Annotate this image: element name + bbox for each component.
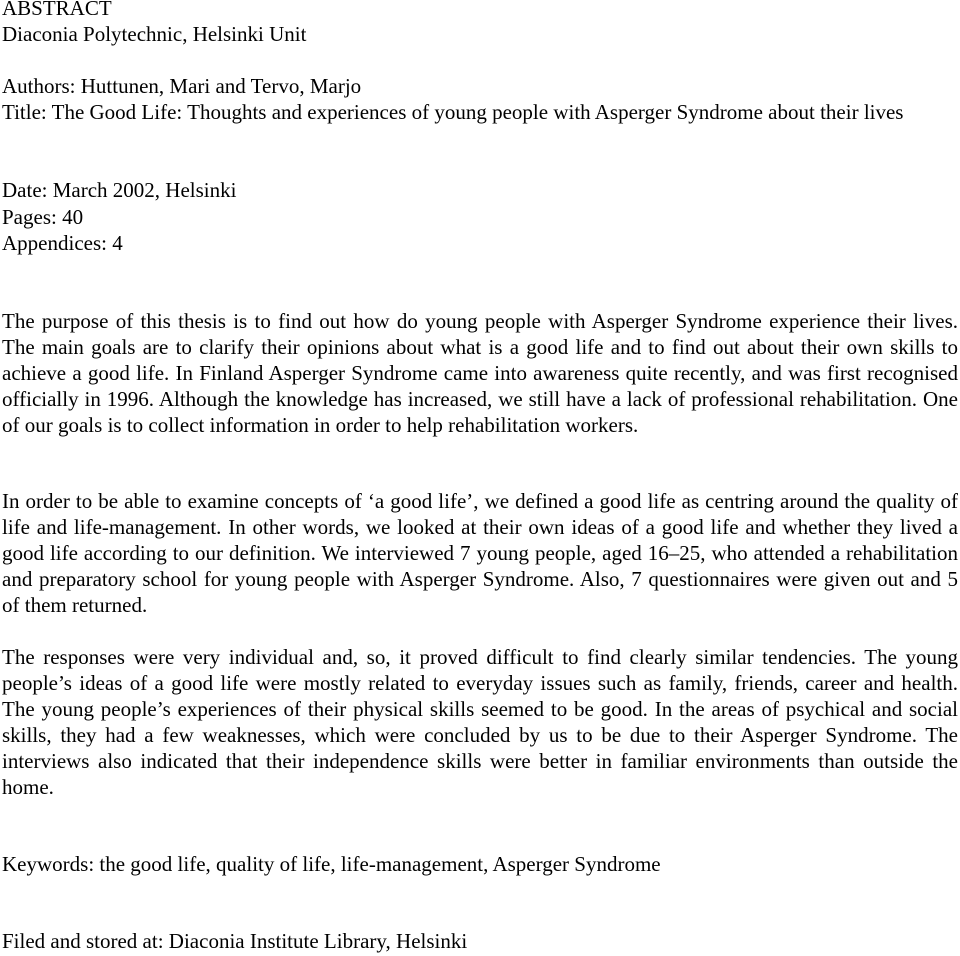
abstract-heading: ABSTRACT bbox=[2, 0, 112, 20]
appendices-line: Appendices: 4 bbox=[2, 231, 123, 255]
filed-line: Filed and stored at: Diaconia Institute Library, Helsinki bbox=[2, 929, 468, 953]
institution-name: Diaconia Polytechnic, Helsinki Unit bbox=[2, 22, 307, 46]
authors-line: Authors: Huttunen, Mari and Tervo, Marjo bbox=[2, 74, 362, 98]
date-line: Date: March 2002, Helsinki bbox=[2, 178, 237, 202]
keywords-line: Keywords: the good life, quality of life, life-management, Asperger Syndrome bbox=[2, 852, 661, 876]
abstract-paragraph-method: In order to be able to examine concepts of ‘a good life’, we defined a good life as centring around the quality of life and life-management. In other words, we looked at their own ideas of a good life and whether they lived a good life according to our definition. We interviewed 7 young people, aged 16–25, who attended a rehabilitation and preparatory school for young people with Asperger Syndrome. Also, 7 questionnaires were given out and 5 of them returned. bbox=[2, 489, 958, 617]
abstract-paragraph-purpose: The purpose of this thesis is to find out how do young people with Asperger Syndrome experience their lives. The main goals are to clarify their opinions about what is a good life and to find out about their own skills to achieve a good life. In Finland Asperger Syndrome came into awareness quite recently, and was first recognised officially in 1996. Although the knowledge has increased, we still have a lack of professional rehabilitation. One of our goals is to collect information in order to help rehabilitation workers. bbox=[2, 309, 958, 437]
thesis-title: Title: The Good Life: Thoughts and experiences of young people with Asperger Syndrome about their lives bbox=[2, 100, 904, 124]
pages-line: Pages: 40 bbox=[2, 205, 84, 229]
abstract-paragraph-results: The responses were very individual and, so, it proved difficult to find clearly similar tendencies. The young people’s ideas of a good life were mostly related to everyday issues such as family, friends, career and health. The young people’s experiences of their physical skills seemed to be good. In the areas of psychical and social skills, they had a few weaknesses, which were concluded by us to be due to their Asperger Syndrome. The interviews also indicated that their independence skills were better in familiar environments than outside the home. bbox=[2, 645, 958, 799]
